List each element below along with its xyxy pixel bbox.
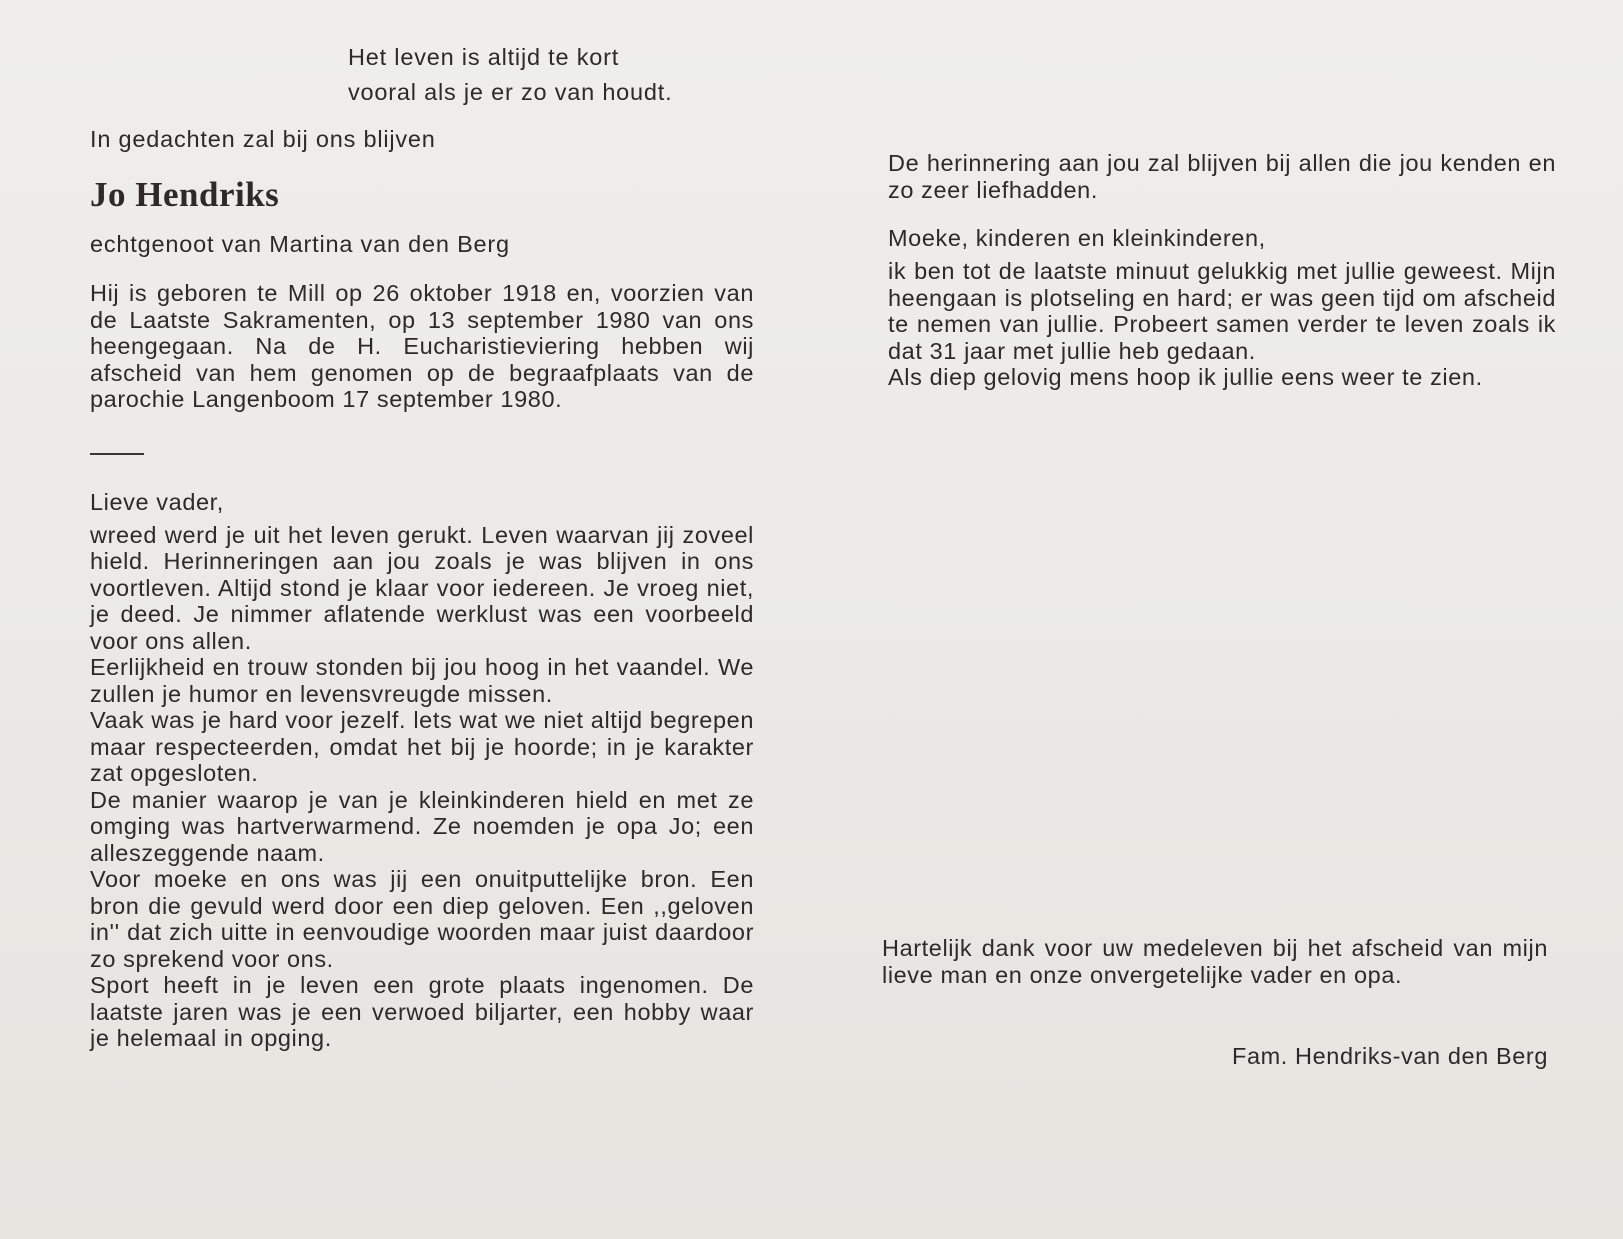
letter-paragraph: Vaak was je hard voor jezelf. lets wat we niet altijd begrepen maar respecteerden, omdat het bij je hoorde; in je karakter zat opgesloten. [90, 707, 754, 786]
motto [90, 40, 754, 110]
motto-line: Het leven is altijd te kort [348, 44, 620, 70]
letter-paragraph: Eerlijkheid en trouw stonden bij jou hoog in het vaandel. We zullen je humor en levensvreugde missen. [90, 654, 754, 707]
section-divider [90, 453, 144, 455]
motto-line: vooral als je er zo van houdt. [348, 79, 673, 105]
message-address: Moeke, kinderen en kleinkinderen, [888, 225, 1266, 251]
intro-text: In gedachten zal bij ons blijven [90, 126, 436, 152]
message-paragraph: Als diep gelovig mens hoop ik jullie eens weer te zien. [888, 364, 1483, 390]
memory-paragraph: De herinnering aan jou zal blijven bij allen die jou kenden en zo zeer liefhadden. [888, 150, 1556, 203]
message-body [888, 258, 1556, 391]
letter-greeting: Lieve vader, [90, 488, 224, 515]
letter-paragraph: Sport heeft in je leven een grote plaats ingenomen. De laatste jaren was je een verwoed biljarter, een hobby waar je helemaal in opging. [90, 972, 754, 1051]
letter-paragraph: wreed werd je uit het leven gerukt. Leven waarvan jij zoveel hield. Herinneringen aan jou zoals je was blijven in ons voortleven. Altijd stond je klaar voor iedereen. Je vroeg niet, je deed. Je nimmer aflatende werklust was een voorbeeld voor ons allen. [90, 521, 754, 654]
spouse-line: echtgenoot van Martina van den Berg [90, 231, 510, 257]
right-column [888, 150, 1556, 391]
message-paragraph: ik ben tot de laatste minuut gelukkig met jullie geweest. Mijn heengaan is plotseling en hard; er was geen tijd om afscheid te nemen van jullie. Probeert samen verder te leven zoals ik dat 31 jaar met jullie heb gedaan. [888, 258, 1556, 364]
deceased-name: Jo Hendriks [90, 175, 280, 214]
family-signature: Fam. Hendriks-van den Berg [1231, 1043, 1548, 1069]
letter-paragraph: De manier waarop je van je kleinkinderen hield en met ze omging was hartverwarmend. Ze noemden je opa Jo; een alleszeggende naam. [90, 786, 754, 866]
letter-paragraph: Voor moeke en ons was jij een onuitputtelijke bron. Een bron die gevuld werd door een diep geloven. Een ,,geloven in'' dat zich uitte in eenvoudige woorden maar juist daardoor zo sprekend voor ons. [90, 866, 754, 972]
left-column [90, 40, 754, 1052]
biography-paragraph: Hij is geboren te Mill op 26 oktober 1918 en, voorzien van de Laatste Sakramenten, op 13 september 1980 van ons heengegaan. Na de H. Eucharistieviering hebben wij afscheid van hem genomen op de begraafplaats van de parochie Langenboom 17 september 1980. [90, 280, 754, 412]
letter-body [90, 522, 754, 1052]
thanks-paragraph: Hartelijk dank voor uw medeleven bij het afscheid van mijn lieve man en onze onvergetelijke vader en opa. [882, 935, 1548, 988]
